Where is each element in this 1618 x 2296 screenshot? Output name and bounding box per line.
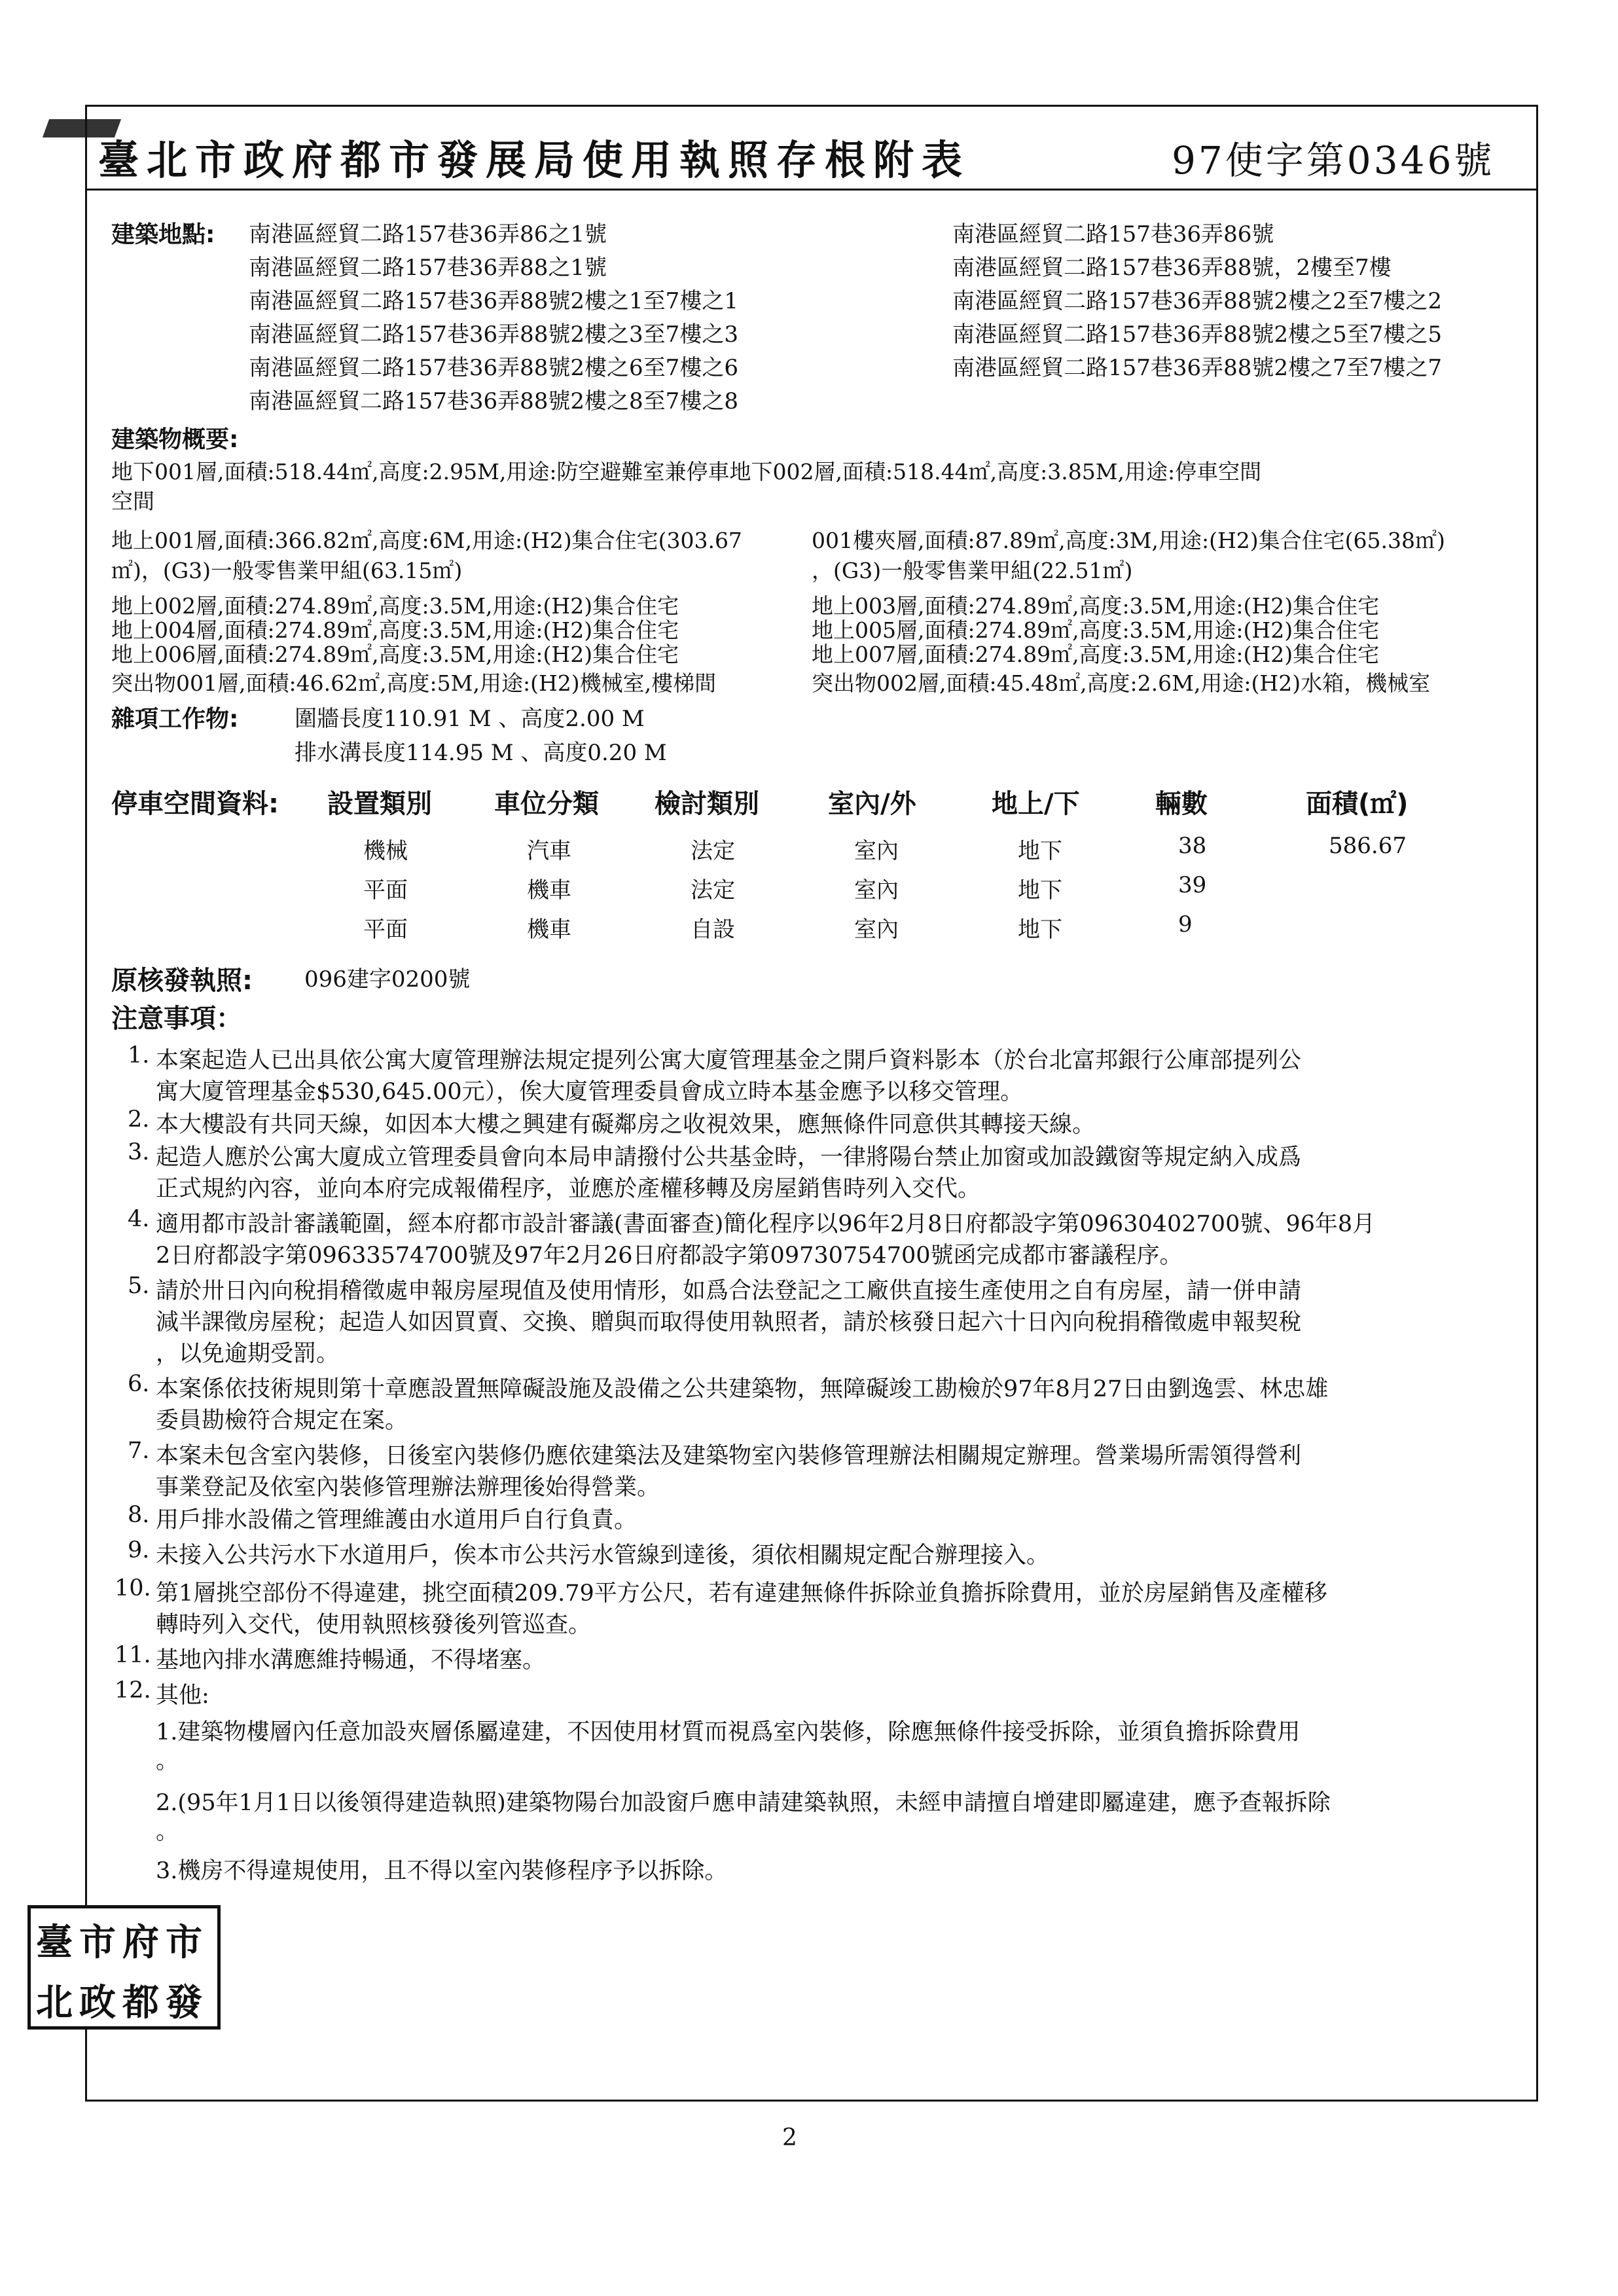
- wall-spec: 圍牆長度110.91 M 、高度2.00 M: [295, 706, 645, 732]
- parking-header: 檢討類別: [655, 789, 759, 819]
- site-address: 南港區經貿二路157巷36弄88號2樓之2至7樓之2: [952, 288, 1442, 314]
- parking-cell: 39: [1178, 872, 1207, 898]
- note-text: 寓大廈管理基金$530,645.00元），俟大廈管理委員會成立時本基金應予以移交管理。: [156, 1079, 1024, 1105]
- parking-header: 車位分類: [494, 789, 599, 819]
- seal-char: 都: [122, 1981, 159, 2024]
- parking-cell: 室內: [854, 877, 899, 903]
- mezzanine-description-cont: ，(G3)一般零售業甲組(22.51㎡): [812, 558, 1133, 583]
- floor-description: 地上007層,面積:274.89㎡,高度:3.5M,用途:(H2)集合住宅: [812, 642, 1380, 667]
- note-number: 10.: [115, 1575, 151, 1601]
- parking-label: 停車空間資料:: [111, 789, 279, 819]
- note-text: 減半課徵房屋稅；起造人如因買賣、交換、贈與而取得使用執照者，請於核發日起六十日內向稅捐稽徵處申報契稅: [156, 1309, 1302, 1336]
- parking-header: 設置類別: [327, 789, 432, 819]
- parking-cell: 586.67: [1329, 833, 1407, 859]
- parking-cell: 法定: [691, 838, 735, 864]
- parking-cell: 自設: [691, 917, 735, 943]
- note-text: 事業登記及依室內裝修管理辦法辦理後始得營業。: [156, 1474, 660, 1501]
- note-text: 適用都市設計審議範圍，經本府都市設計審議(書面審查)簡化程序以96年2月8日府都設字第09630402700號、96年8月: [156, 1211, 1376, 1237]
- page-number: 2: [782, 2124, 797, 2151]
- parking-cell: 汽車: [527, 838, 571, 864]
- parking-cell: 機車: [527, 917, 571, 943]
- other-note-text: 1.建築物樓層內任意加設夾層係屬違建，不因使用材質而視爲室內裝修，除應無條件接受拆除，並須負擔拆除費用: [156, 1719, 1301, 1745]
- site-address: 南港區經貿二路157巷36弄88號，2樓至7樓: [952, 255, 1392, 281]
- note-number: 1.: [128, 1042, 150, 1068]
- seal-char: 政: [79, 1981, 116, 2024]
- seal-char: 市: [166, 1921, 202, 1964]
- note-number: 8.: [128, 1502, 150, 1528]
- parking-cell: 地下: [1018, 917, 1062, 943]
- note-number: 4.: [128, 1206, 150, 1232]
- note-number: 7.: [128, 1438, 150, 1464]
- site-address: 南港區經貿二路157巷36弄88之1號: [249, 255, 607, 281]
- floor1-description-cont: ㎡)，(G3)一般零售業甲組(63.15㎡): [111, 558, 463, 583]
- floor-description: 地上005層,面積:274.89㎡,高度:3.5M,用途:(H2)集合住宅: [812, 617, 1380, 643]
- parking-cell: 38: [1178, 833, 1207, 859]
- document-number: 97使字第0346號: [1172, 138, 1495, 183]
- seal-char: 市: [79, 1921, 116, 1964]
- note-text: 本大樓設有共同天線，如因本大樓之興建有礙鄰房之收視效果，應無條件同意供其轉接天線。: [156, 1112, 1096, 1138]
- drainage-spec: 排水溝長度114.95 M 、高度0.20 M: [295, 740, 667, 766]
- site-address: 南港區經貿二路157巷36弄88號2樓之7至7樓之7: [952, 355, 1442, 381]
- original-permit-label: 原核發執照:: [111, 966, 253, 996]
- rooftop-description: 突出物002層,面積:45.48㎡,高度:2.6M,用途:(H2)水箱，機械室: [812, 670, 1431, 696]
- official-seal-icon: [27, 1905, 221, 2030]
- other-note-text: 。: [156, 1748, 179, 1774]
- parking-cell: 9: [1178, 911, 1193, 938]
- floor-description: 地上002層,面積:274.89㎡,高度:3.5M,用途:(H2)集合住宅: [111, 593, 679, 619]
- note-number: 5.: [128, 1273, 150, 1299]
- note-text: 起造人應於公寓大廈成立管理委員會向本局申請撥付公共基金時，一律將陽台禁止加窗或加設鐵窗等規定納入成爲: [156, 1144, 1302, 1171]
- seal-char: 臺: [36, 1921, 73, 1964]
- parking-header: 室內/外: [828, 789, 916, 819]
- parking-cell: 室內: [854, 838, 899, 864]
- note-text: 2日府都設字第09633574700號及97年2月26日府都設字第09730754700號函完成都市審議程序。: [156, 1243, 1183, 1269]
- original-permit-number: 096建字0200號: [304, 966, 471, 993]
- parking-header: 面積(㎡): [1306, 789, 1409, 819]
- header-divider: [85, 189, 1538, 191]
- note-number: 12.: [115, 1677, 151, 1704]
- note-text: 轉時列入交代，使用執照核發後列管巡查。: [156, 1612, 592, 1638]
- seal-char: 府: [122, 1921, 159, 1964]
- seal-char: 北: [36, 1981, 73, 2024]
- note-text: 用戶排水設備之管理維護由水道用戶自行負責。: [156, 1507, 638, 1533]
- floor1-description: 地上001層,面積:366.82㎡,高度:6M,用途:(H2)集合住宅(303.67: [111, 528, 742, 553]
- notes-label: 注意事項：: [111, 1004, 242, 1034]
- parking-header: 地上/下: [992, 789, 1080, 819]
- note-number: 6.: [128, 1371, 150, 1397]
- note-text: 正式規約內容，並向本府完成報備程序，並應於產權移轉及房屋銷售時列入交代。: [156, 1176, 981, 1202]
- note-number: 3.: [128, 1139, 150, 1165]
- mezzanine-description: 001樓夾層,面積:87.89㎡,高度:3M,用途:(H2)集合住宅(65.38㎡): [812, 528, 1445, 553]
- note-text: 其他:: [156, 1683, 209, 1709]
- parking-cell: 地下: [1018, 877, 1062, 903]
- note-text: 第1層挑空部份不得違建，挑空面積209.79平方公尺，若有違建無條件拆除並負擔拆除費用，並於房屋銷售及產權移: [156, 1580, 1327, 1607]
- other-note-text: 3.機房不得違規使用，且不得以室內裝修程序予以拆除。: [156, 1858, 728, 1884]
- note-number: 2.: [128, 1106, 150, 1133]
- site-address: 南港區經貿二路157巷36弄88號2樓之3至7樓之3: [249, 321, 738, 348]
- parking-cell: 機車: [527, 877, 571, 903]
- other-note-text: 。: [156, 1819, 179, 1845]
- misc-works-label: 雜項工作物:: [111, 706, 239, 733]
- document-title: 臺北市政府都市發展局使用執照存根附表: [98, 136, 971, 184]
- note-text: 未接入公共污水下水道用戶，俟本市公共污水管線到達後，須依相關規定配合辦理接入。: [156, 1542, 1050, 1569]
- parking-cell: 室內: [854, 917, 899, 943]
- note-text: 本案未包含室內裝修，日後室內裝修仍應依建築法及建築物室內裝修管理辦法相關規定辦理。營業場所需領得營利: [156, 1443, 1302, 1469]
- note-text: 請於卅日內向稅捐稽徵處申報房屋現值及使用情形，如爲合法登記之工廠供直接生產使用之自有房屋，請一併申請: [156, 1278, 1302, 1304]
- floor-description: 地上006層,面積:274.89㎡,高度:3.5M,用途:(H2)集合住宅: [111, 642, 679, 667]
- site-label: 建築地點:: [111, 221, 215, 248]
- parking-cell: 法定: [691, 877, 735, 903]
- note-text: 本案係依技術規則第十章應設置無障礙設施及設備之公共建築物，無障礙竣工勘檢於97年8月27日由劉逸雲、林忠雄: [156, 1376, 1329, 1402]
- note-text: 委員勘檢符合規定在案。: [156, 1408, 408, 1434]
- parking-header: 輛數: [1155, 789, 1208, 819]
- note-number: 11.: [115, 1642, 151, 1668]
- parking-cell: 平面: [363, 877, 408, 903]
- basement-floors-line-cont: 空間: [111, 488, 154, 514]
- site-address: 南港區經貿二路157巷36弄88號2樓之8至7樓之8: [249, 388, 738, 414]
- note-text: ，以免逾期受罰。: [156, 1341, 340, 1367]
- site-address: 南港區經貿二路157巷36弄88號2樓之5至7樓之5: [952, 321, 1442, 348]
- floor-description: 地上003層,面積:274.89㎡,高度:3.5M,用途:(H2)集合住宅: [812, 593, 1380, 619]
- overview-label: 建築物概要:: [111, 426, 239, 453]
- basement-floors-line: 地下001層,面積:518.44㎡,高度:2.95M,用途:防空避難室兼停車地下002層,面積:518.44㎡,高度:3.85M,用途:停車空間: [111, 459, 1262, 484]
- note-text: 本案起造人已出具依公寓大廈管理辦法規定提列公寓大廈管理基金之開戶資料影本（於台北富邦銀行公庫部提列公: [156, 1048, 1302, 1074]
- site-address: 南港區經貿二路157巷36弄86之1號: [249, 221, 607, 247]
- rooftop-description: 突出物001層,面積:46.62㎡,高度:5M,用途:(H2)機械室,樓梯間: [111, 670, 717, 696]
- site-address: 南港區經貿二路157巷36弄86號: [952, 221, 1274, 247]
- other-note-text: 2.(95年1月1日以後領得建造執照)建築物陽台加設窗戶應申請建築執照，未經申請擅自增建即屬違建，應予查報拆除: [156, 1790, 1331, 1816]
- parking-cell: 地下: [1018, 838, 1062, 864]
- parking-cell: 平面: [363, 917, 408, 943]
- parking-cell: 機械: [363, 838, 408, 864]
- site-address: 南港區經貿二路157巷36弄88號2樓之6至7樓之6: [249, 355, 738, 381]
- note-text: 基地內排水溝應維持暢通，不得堵塞。: [156, 1647, 546, 1673]
- seal-char: 發: [166, 1981, 202, 2024]
- site-address: 南港區經貿二路157巷36弄88號2樓之1至7樓之1: [249, 288, 738, 314]
- floor-description: 地上004層,面積:274.89㎡,高度:3.5M,用途:(H2)集合住宅: [111, 617, 679, 643]
- note-number: 9.: [128, 1537, 150, 1563]
